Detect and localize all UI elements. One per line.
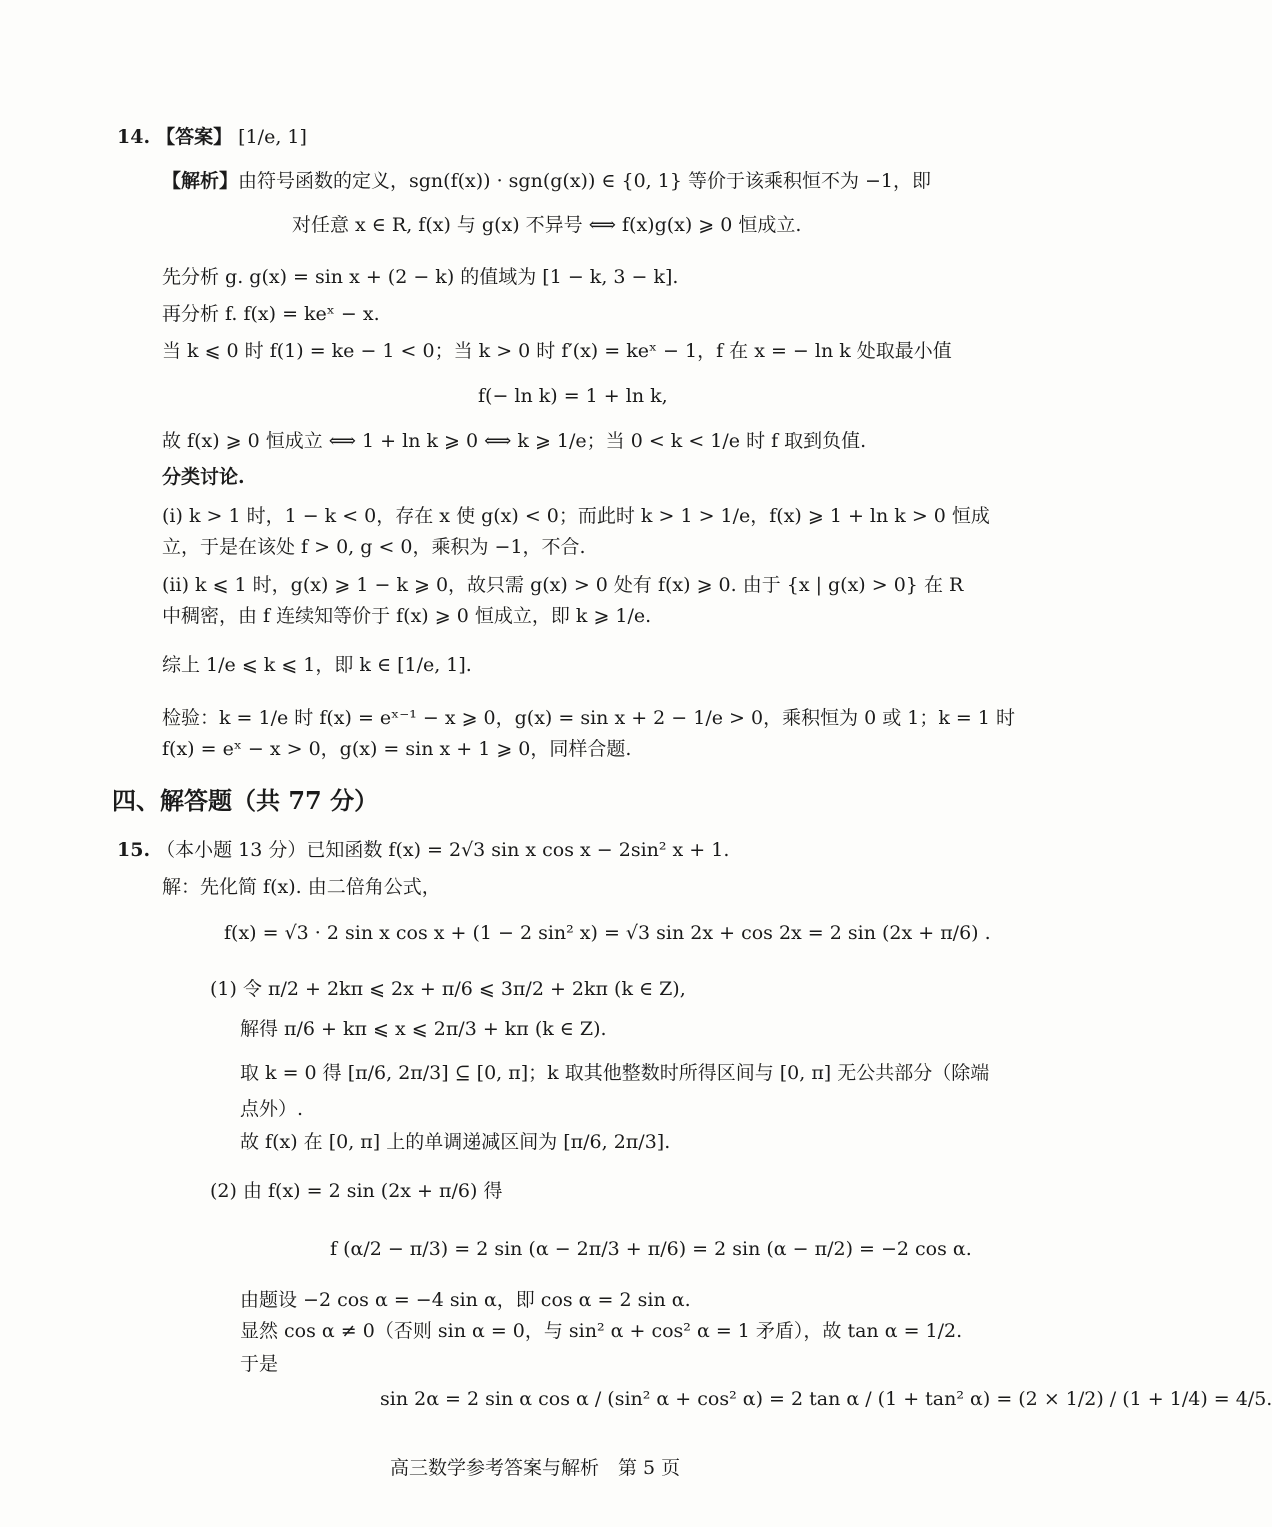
q14-line-0-wrap	[162, 170, 931, 193]
q15-line: (2) 由 f(x) = 2 sin (2x + π/6) 得	[210, 1180, 503, 1202]
q14-line: 由符号函数的定义，sgn(f(x)) · sgn(g(x)) ∈ {0, 1} 等价于该乘积恒不为 −1，即	[238, 170, 932, 192]
q15-line: 解得 π/6 + kπ ⩽ x ⩽ 2π/3 + kπ (k ∈ Z).	[240, 1018, 607, 1040]
q15-line: 点外）.	[240, 1098, 304, 1120]
q14-analysis-label: 【解析】	[162, 170, 239, 192]
q14-line: 检验：k = 1/e 时 f(x) = eˣ⁻¹ − x ⩾ 0，g(x) = sin x + 2 − 1/e > 0，乘积恒为 0 或 1；k = 1 时	[162, 707, 1016, 729]
q15-line: sin 2α = 2 sin α cos α / (sin² α + cos² α) = 2 tan α / (1 + tan² α) = (2 × 1/2) / (1 + 1/4) = 4/5.	[380, 1388, 1272, 1410]
section-title: 四、解答题（共 77 分）	[112, 786, 379, 815]
q14-line: (i) k > 1 时，1 − k < 0，存在 x 使 g(x) < 0；而此时 k > 1 > 1/e，f(x) ⩾ 1 + ln k > 0 恒成	[162, 505, 990, 527]
q14-line: 综上 1/e ⩽ k ⩽ 1，即 k ∈ [1/e, 1].	[162, 654, 472, 676]
q15-line: 取 k = 0 得 [π/6, 2π/3] ⊆ [0, π]；k 取其他整数时所得区间与 [0, π] 无公共部分（除端	[240, 1062, 990, 1084]
page-footer: 高三数学参考答案与解析 第 5 页	[390, 1457, 681, 1479]
q15-line: 解：先化简 f(x). 由二倍角公式，	[162, 876, 441, 898]
q14-line: 先分析 g. g(x) = sin x + (2 − k) 的值域为 [1 − k, 3 − k].	[162, 266, 679, 288]
q14-line: f(− ln k) = 1 + ln k,	[478, 385, 668, 407]
q14-line: (ii) k ⩽ 1 时，g(x) ⩾ 1 − k ⩾ 0，故只需 g(x) > 0 处有 f(x) ⩾ 0. 由于 {x | g(x) > 0} 在 R	[162, 574, 964, 596]
q15-line: 显然 cos α ≠ 0（否则 sin α = 0，与 sin² α + cos² α = 1 矛盾），故 tan α = 1/2.	[240, 1320, 963, 1342]
q14-line: 故 f(x) ⩾ 0 恒成立 ⟺ 1 + ln k ⩾ 0 ⟺ k ⩾ 1/e；当 0 < k < 1/e 时 f 取到负值.	[162, 430, 867, 452]
q15-number: 15.	[117, 839, 151, 861]
q15-line: (1) 令 π/2 + 2kπ ⩽ 2x + π/6 ⩽ 3π/2 + 2kπ (k ∈ Z),	[210, 978, 686, 1000]
q15-line: f(x) = √3 · 2 sin x cos x + (1 − 2 sin² x) = √3 sin 2x + cos 2x = 2 sin (2x + π/6) .	[224, 922, 991, 944]
q14-answer-label: 【答案】	[156, 126, 233, 148]
q15-line: 于是	[240, 1353, 279, 1375]
q14-line: f(x) = eˣ − x > 0，g(x) = sin x + 1 ⩾ 0，同样合题.	[162, 738, 632, 760]
q15-line: 由题设 −2 cos α = −4 sin α，即 cos α = 2 sin α.	[240, 1289, 691, 1311]
q14-line: 中稠密，由 f 连续知等价于 f(x) ⩾ 0 恒成立，即 k ⩾ 1/e.	[162, 605, 652, 627]
q14-line: 当 k ⩽ 0 时 f(1) = ke − 1 < 0；当 k > 0 时 f′(x) = keˣ − 1，f 在 x = − ln k 处取最小值	[162, 340, 952, 362]
q14-line: 立，于是在该处 f > 0, g < 0，乘积为 −1，不合.	[162, 536, 586, 558]
q15-header	[117, 839, 729, 862]
q15-stem: （本小题 13 分）已知函数 f(x) = 2√3 sin x cos x − 2sin² x + 1.	[156, 839, 730, 861]
q15-line: 故 f(x) 在 [0, π] 上的单调递减区间为 [π/6, 2π/3].	[240, 1131, 671, 1153]
q14-number: 14.	[117, 126, 151, 148]
q14-header	[117, 126, 307, 149]
q14-line: 再分析 f. f(x) = keˣ − x.	[162, 303, 380, 325]
q15-line: f (α/2 − π/3) = 2 sin (α − 2π/3 + π/6) = 2 sin (α − π/2) = −2 cos α.	[330, 1238, 972, 1260]
q14-answer-value: [1/e, 1]	[238, 126, 307, 148]
q14-line: 分类讨论.	[162, 466, 245, 488]
q14-line: 对任意 x ∈ R, f(x) 与 g(x) 不异号 ⟺ f(x)g(x) ⩾ 0 恒成立.	[292, 214, 802, 236]
